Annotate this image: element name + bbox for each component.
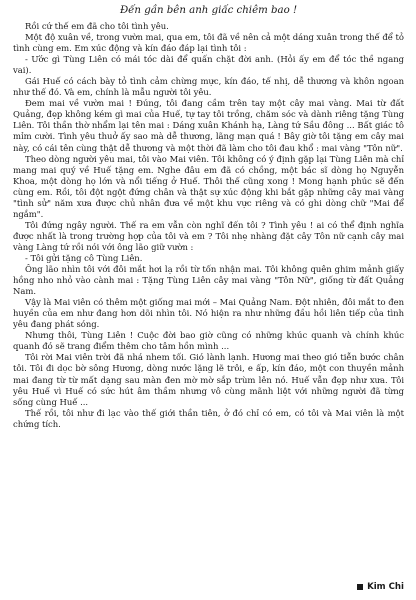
author-name: Kim Chi — [367, 582, 404, 592]
paragraph-9: Ông lão nhìn tôi với đôi mắt hơi lạ rồi từ tốn nhận mai. Tôi không quên ghim mảnh giấy hồng nho nhỏ vào cành mai : Tặng Tùng Liên cây mai vàng "Tôn Nữ", giống từ đất Quảng Nam. — [13, 264, 404, 297]
paragraph-3: - Ước gì Tùng Liên có mái tóc dài để quấn chặt đời anh. (Hỏi ấy em để tóc thề ngang vai). — [13, 54, 404, 76]
paragraph-11: Nhưng thôi, Tùng Liên ! Cuộc đời bao giờ cũng có những khúc quanh và chính khúc quanh đó sẽ trang điểm thêm cho tâm hồn mình ... — [13, 330, 404, 352]
paragraph-8: - Tôi gửi tặng cô Tùng Liên. — [25, 252, 143, 263]
paragraph-13: Thế rồi, tôi như đi lạc vào thế giới thần tiên, ở đó chỉ có em, có tôi và Mai viên là một chứng tích. — [13, 407, 404, 429]
article-title: Đến gần bên anh giấc chiêm bao ! — [119, 5, 298, 16]
paragraph-10: Vậy là Mai viên có thêm một giống mai mới – Mai Quảng Nam. Đột nhiên, đôi mắt to đen huyền của em như đang hơn dõi nhìn tôi. Nó hiện ra như những đầu hồi liên tiếp của tình yêu đang phát sóng. — [13, 297, 404, 330]
author-signature — [357, 582, 404, 592]
paragraph-5: Đem mai về vườn mai ! Đúng, tôi đang cầm trên tay một cây mai vàng. Mai từ đất Quảng, đẹp không kém gì mai của Huế, tự tay tôi trồng, chăm sóc và dành riêng tặng Tùng Liên. Tôi thần thờ nhẩm lại tên mai : Dáng xuân Khánh hạ, Làng tứ Sầu đông ... Bất giác tô mỉm cười. Tình yêu thuở ấy sao mà dễ thương, lãng mạn quá ! Bây giờ tôi tặng em cây mai này, có cái tên cùng thật dễ thương và một thời đã làm cho tôi đau khổ : mai vàng "Tôn nữ". — [13, 98, 404, 153]
paragraph-7: Tôi đứng ngây người. Thế ra em vẫn còn nghĩ đến tôi ? Tình yêu ! ai có thể định nghĩa được nhất là trong trường hợp của tôi và em ? Tôi nhẹ nhàng đặt cây Tôn nữ cạnh cây mai vàng Làng tứ rồi nói với ông lão giữ vườn : — [13, 219, 404, 252]
paragraph-2: Một độ xuân về, trong vườn mai, qua em, tôi đã về nên cả một dáng xuân trong thế để tỏ tình cùng em. Em xúc động và kín đáo đáp lại tình tôi : — [13, 32, 404, 54]
paragraph-12: Tôi rời Mai viên trời đã nhá nhem tối. Gió lành lạnh. Hương mai theo gió tiễn bước chân tôi. Tôi đi dọc bờ sông Hương, dòng nước lặng lẽ trôi, e ấp, kín đáo, một con thuyền mảnh mai đang từ từ mất dạng sau màn đen mờ mờ sắp trùm lên nó. Huế vẫn đẹp như xưa. Tôi yêu Huế vì Huế có sức hút âm thầm nhưng vô cùng mãnh liệt với những người đã từng sống cùng Huế ... — [13, 352, 404, 407]
article-body — [13, 21, 404, 430]
paragraph-4: Gái Huế có cách bày tỏ tình cảm chừng mực, kín đáo, tế nhị, dễ thương và khôn ngoan như thế đó. Và em, chính là mẫu người tôi yêu. — [13, 76, 404, 98]
paragraph-6: Theo dòng người yêu mai, tôi vào Mai viên. Tôi không có ý định gặp lại Tùng Liên mà chỉ mang mai quý về Huế tặng em. Nghe đâu em đã có chồng, một bác sĩ dòng họ Nguyễn Khoa, một dòng họ lớn và nổi tiếng ở Huế. Thôi thế cũng xong ! Mong hạnh phúc sẽ đến cùng em. Rồi, tôi đột ngột đứng chân và thật sự xúc động khi bắt gặp những cây mai vàng "tình sử" năm xưa được chủ nhân đưa về một khu vực riêng và có ghi dòng chữ "Mai để ngắm". — [13, 153, 404, 219]
black-square-icon — [357, 584, 363, 590]
paragraph-1: Rồi cứ thế em đã cho tôi tình yêu. — [25, 21, 169, 31]
